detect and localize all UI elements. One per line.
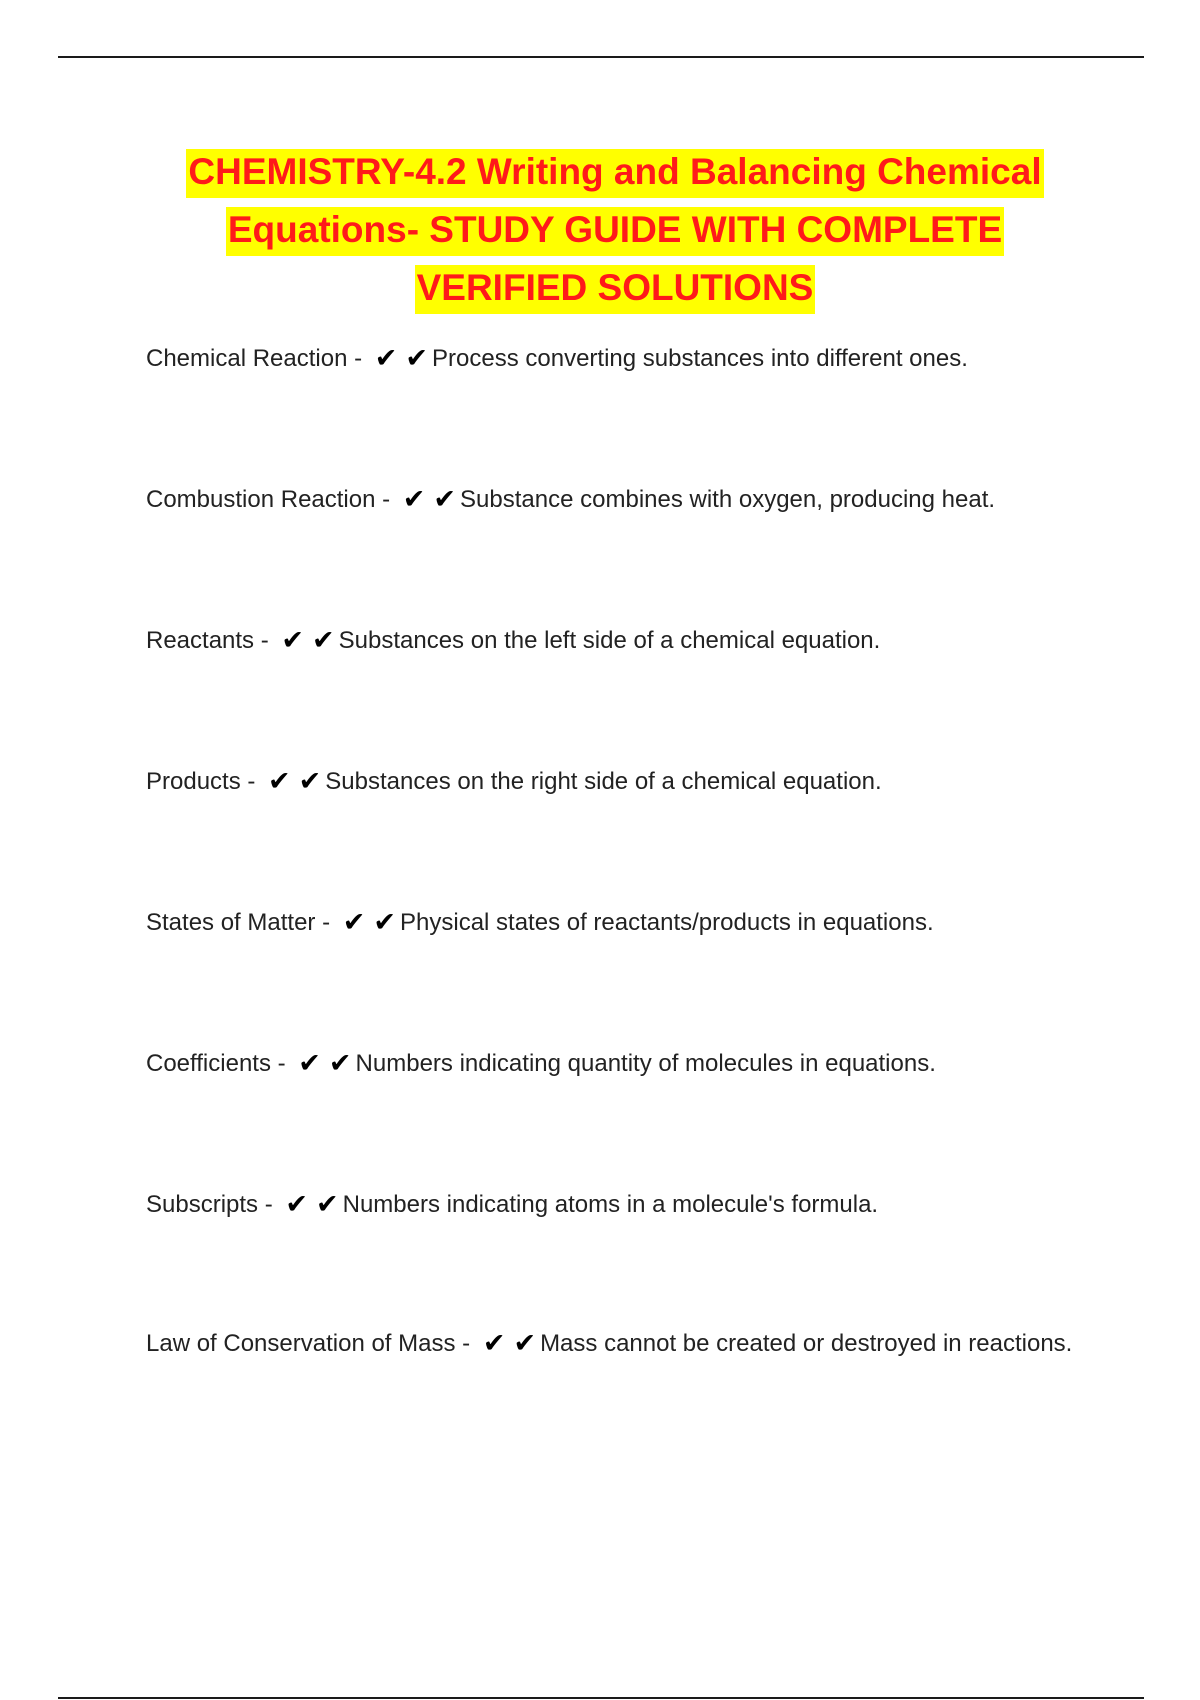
check-icon: ✔ — [328, 1048, 352, 1079]
study-entry — [146, 472, 1096, 527]
entry-definition: Mass cannot be created or destroyed in reactions. — [540, 1330, 1073, 1357]
entry-definition: Substance combines with oxygen, producing heat. — [460, 486, 996, 513]
entry-definition: Numbers indicating quantity of molecules in equations. — [355, 1050, 936, 1077]
check-icon: ✔ — [281, 625, 305, 656]
title-line-1: CHEMISTRY-4.2 Writing and Balancing Chemical — [186, 149, 1043, 198]
check-icon: ✔ — [298, 1048, 321, 1079]
check-icon: ✔ — [433, 484, 457, 515]
study-entry — [146, 754, 1096, 809]
top-divider — [58, 56, 1144, 58]
entry-definition: Substances on the left side of a chemical equation. — [338, 627, 881, 654]
title-line-3: VERIFIED SOLUTIONS — [415, 265, 816, 314]
entry-term: Law of Conservation of Mass - — [146, 1330, 471, 1357]
check-icon: ✔ — [312, 625, 335, 656]
check-icon: ✔ — [298, 766, 322, 797]
entry-term: Subscripts - — [146, 1191, 273, 1218]
check-icon: ✔ — [316, 1189, 339, 1220]
entry-term: Chemical Reaction - — [146, 345, 363, 372]
entry-term: Reactants - — [146, 627, 269, 654]
check-icon: ✔ — [373, 907, 396, 938]
entry-definition: Numbers indicating atoms in a molecule's formula. — [342, 1191, 879, 1218]
entry-term: Coefficients - — [146, 1050, 286, 1077]
study-entry — [146, 1036, 1096, 1091]
bottom-divider — [58, 1697, 1144, 1699]
study-entry — [146, 613, 1096, 668]
study-entry — [146, 895, 1096, 950]
check-icon: ✔ — [285, 1189, 308, 1220]
entry-definition: Process converting substances into different ones. — [432, 345, 968, 372]
entry-definition: Physical states of reactants/products in equations. — [400, 909, 934, 936]
entry-definition: Substances on the right side of a chemical equation. — [325, 768, 882, 795]
check-icon: ✔ — [402, 484, 426, 515]
study-entry — [146, 1177, 1096, 1232]
title-line-2: Equations- STUDY GUIDE WITH COMPLETE — [226, 207, 1004, 256]
check-icon: ✔ — [342, 907, 366, 938]
entry-term: States of Matter - — [146, 909, 331, 936]
study-entry — [146, 331, 1096, 386]
page-title — [110, 143, 1120, 317]
check-icon: ✔ — [374, 343, 398, 374]
check-icon: ✔ — [268, 766, 291, 797]
check-icon: ✔ — [482, 1328, 506, 1359]
check-icon: ✔ — [513, 1328, 537, 1359]
entry-term: Products - — [146, 768, 256, 795]
entry-term: Combustion Reaction - — [146, 486, 391, 513]
study-entry — [146, 1316, 1096, 1371]
check-icon: ✔ — [405, 343, 429, 374]
